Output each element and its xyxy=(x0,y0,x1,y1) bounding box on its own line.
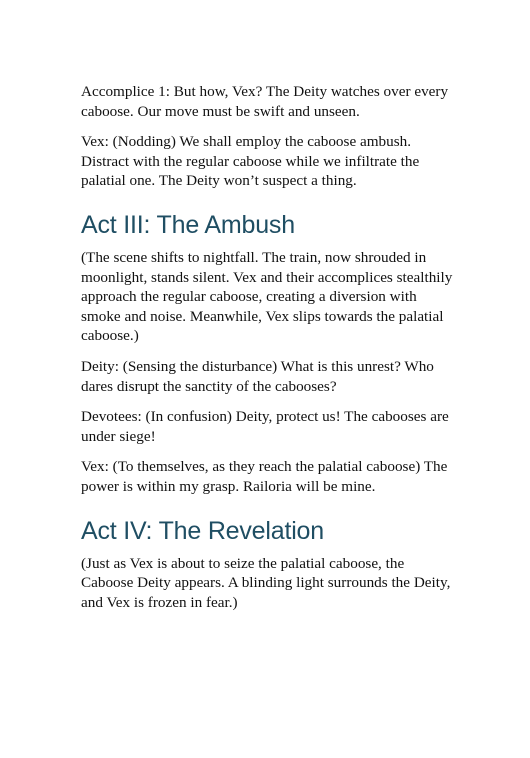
act-heading: Act III: The Ambush xyxy=(81,210,295,239)
stage-direction-paragraph: (Just as Vex is about to seize the palatial caboose, the Caboose Deity appears. A blinding light surrounds the Deity, and Vex is frozen in fear.) xyxy=(81,554,451,611)
act-heading: Act IV: The Revelation xyxy=(81,516,324,545)
dialogue-paragraph: Accomplice 1: But how, Vex? The Deity watches over every caboose. Our move must be swift and unseen. xyxy=(81,83,449,120)
document-page xyxy=(81,82,453,623)
dialogue-paragraph: Devotees: (In confusion) Deity, protect us! The cabooses are under siege! xyxy=(81,408,449,445)
dialogue-paragraph: Deity: (Sensing the disturbance) What is this unrest? Who dares disrupt the sanctity of the cabooses? xyxy=(81,357,434,395)
stage-direction-paragraph: (The scene shifts to nightfall. The train, now shrouded in moonlight, stands silent. Vex and their accomplices stealthily approach the regular caboose, creating a diversion with smoke and noise. Meanwhile, Vex slips towards the palatial caboose.) xyxy=(81,248,453,345)
dialogue-paragraph: Vex: (Nodding) We shall employ the caboose ambush. Distract with the regular caboose while we infiltrate the palatial one. The Deity won’t suspect a thing. xyxy=(81,133,420,190)
dialogue-paragraph: Vex: (To themselves, as they reach the palatial caboose) The power is within my grasp. Railoria will be mine. xyxy=(81,458,448,495)
